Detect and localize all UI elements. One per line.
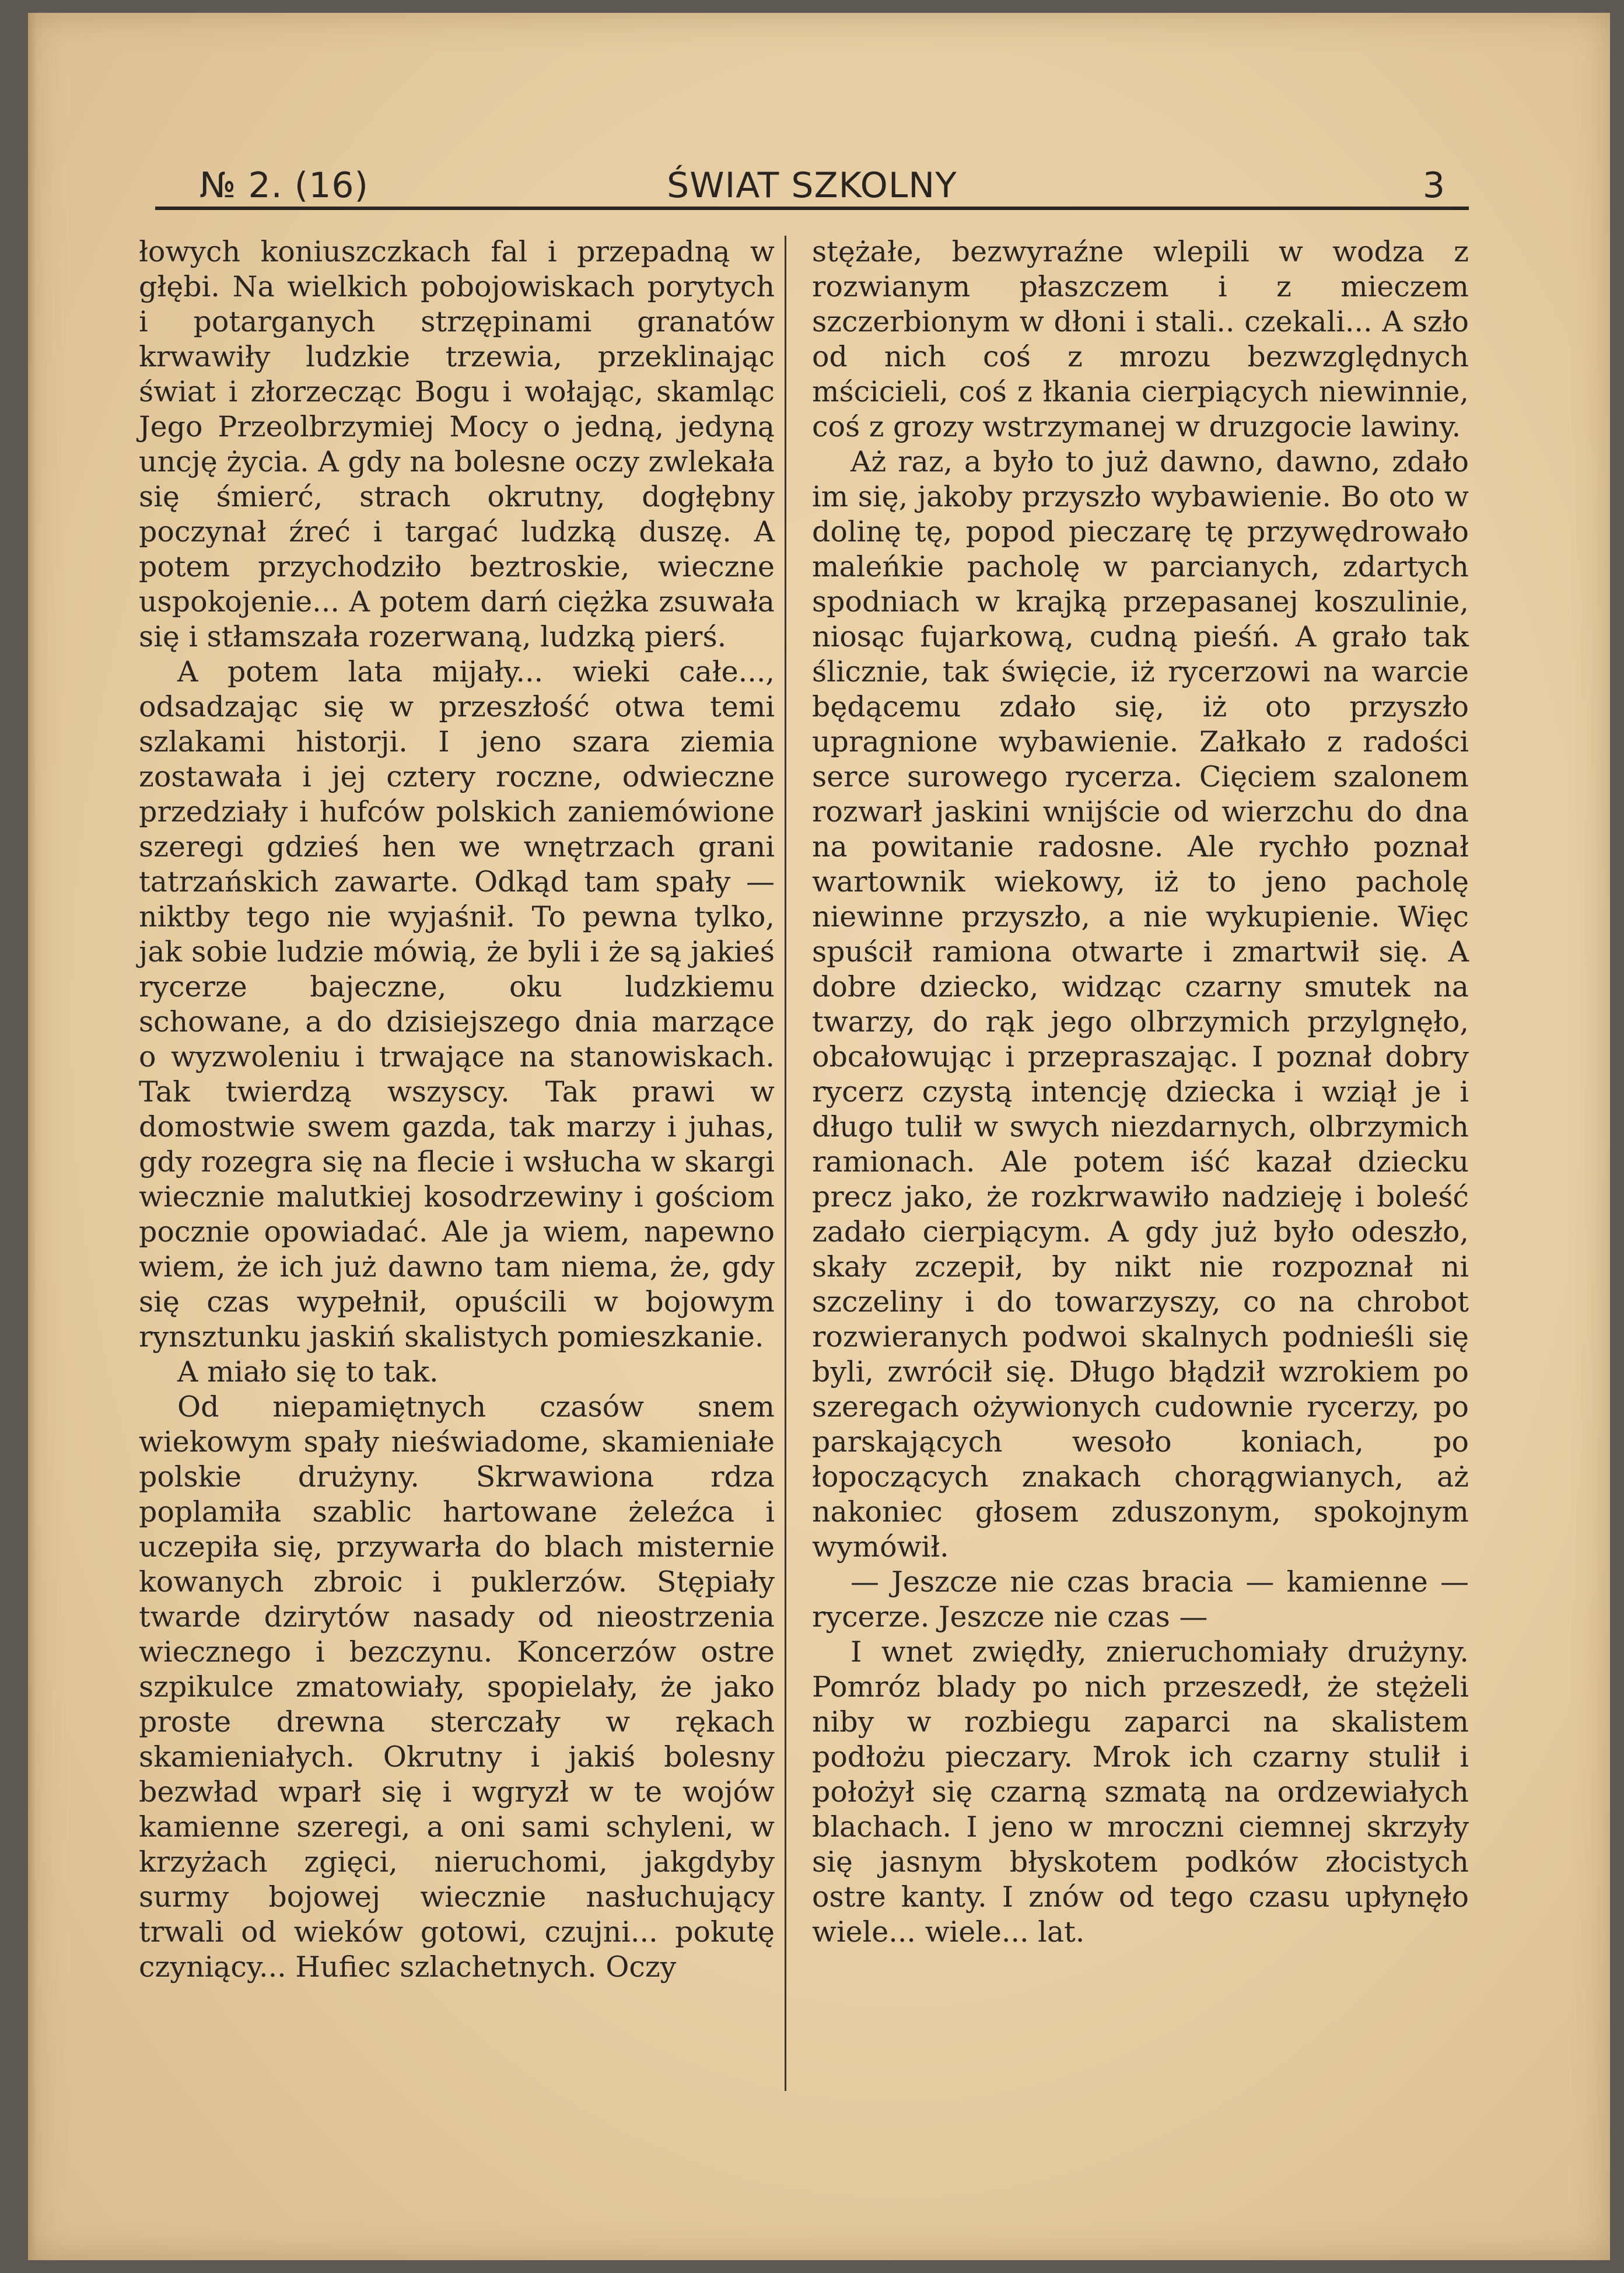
right-column <box>812 235 1469 2090</box>
paragraph: — Jeszcze nie czas bracia — kamienne — rycerze. Jeszcze nie czas — <box>812 1565 1469 1634</box>
paragraph: A miało się to tak. <box>177 1355 439 1389</box>
magazine-title: ŚWIAT SZKOLNY <box>667 165 957 206</box>
paragraph: Od niepamiętnych czasów snem wiekowym spały nieświadome, skamieniałe polskie drużyny. Skrwawiona rdza poplamiła szablic hartowane żeleźca i uczepiła się, przywarła do blach misternie kowanych zbroic i puklerzów. Stępiały twarde dzirytów nasady od nieostrzenia wiecznego i bezczynu. Koncerzów ostre szpikulce zmatowiały, spopielały, że jako proste drewna sterczały w rękach skamieniałych. Okrutny i jakiś bolesny bezwład wparł się i wgryzł w te wojów kamienne szeregi, a oni sami schyleni, w krzyżach zgięci, nieruchomi, jakgdyby surmy bojowej wiecznie nasłuchujący trwali od wieków gotowi, czujni... pokutę czyniący... Hufiec szlachetnych. Oczy <box>139 1390 775 1984</box>
paragraph: stężałe, bezwyraźne wlepili w wodza z rozwianym płaszczem i z mieczem szczerbionym w dłoni i stali.. czekali... A szło od nich coś z mrozu bezwzględnych mścicieli, coś z łkania cierpiących niewinnie, coś z grozy wstrzymanej w druzgocie lawiny. <box>812 235 1469 443</box>
issue-number: № 2. (16) <box>200 165 369 206</box>
paragraph: A potem lata mijały... wieki całe..., odsadzając się w przeszłość otwa temi szlakami historji. I jeno szara ziemia zostawała i jej cztery roczne, odwieczne przedziały i hufców polskich zaniemówione szeregi gdzieś hen we wnętrzach grani tatrzańskich zawarte. Odkąd tam spały — niktby tego nie wyjaśnił. To pewna tylko, jak sobie ludzie mówią, że byli i że są jakieś rycerze bajeczne, oku ludzkiemu schowane, a do dzisiejszego dnia marzące o wyzwoleniu i trwające na stanowiskach. Tak twierdzą wszyscy. Tak prawi w domostwie swem gazda, tak marzy i juhas, gdy rozegra się na flecie i wsłucha w skargi wiecznie malutkiej kosodrzewiny i gościom pocznie opowiadać. Ale ja wiem, napewno wiem, że ich już dawno tam niema, że, gdy się czas wypełnił, opuścili w bojowym rynsztunku jaskiń skalistych pomieszkanie. <box>139 655 775 1354</box>
magazine-page <box>28 13 1610 2260</box>
column-divider <box>785 236 786 2091</box>
paragraph: I wnet zwiędły, znieruchomiały drużyny. Pomróz blady po nich przeszedł, że stężeli niby w rozbiegu zaparci na skalistem podłożu pieczary. Mrok ich czarny stulił i położył się czarną szmatą na ordzewiałych blachach. I jeno w mroczni ciemnej skrzyły się jasnym błyskotem podków złocistych ostre kanty. I znów od tego czasu upłynęło wiele... wiele... lat. <box>812 1635 1469 1949</box>
paragraph: łowych koniuszczkach fal i przepadną w głębi. Na wielkich pobojowiskach porytych i potarganych strzępinami granatów krwawiły ludzkie trzewia, przeklinając świat i złorzecząc Bogu i wołając, skamląc Jego Przeolbrzymiej Mocy o jedną, jedyną uncję życia. A gdy na bolesne oczy zwlekała się śmierć, strach okrutny, dogłębny poczynał źreć i targać ludzką duszę. A potem przychodziło beztroskie, wieczne uspokojenie... A potem darń ciężka zsuwała się i stłamszała rozerwaną, ludzką pierś. <box>139 235 775 653</box>
running-header <box>155 153 1469 210</box>
binding-edge <box>28 13 36 2260</box>
page-number: 3 <box>1422 165 1446 206</box>
left-column <box>139 235 775 2090</box>
paragraph: Aż raz, a było to już dawno, dawno, zdało im się, jakoby przyszło wybawienie. Bo oto w dolinę tę, popod pieczarę tę przywędrowało maleńkie pacholę w parcianych, zdartych spodniach w krajką przepasanej koszulinie, niosąc fujarkową, cudną pieśń. A grało tak ślicznie, tak święcie, iż rycerzowi na warcie będącemu zdało się, iż oto przyszło upragnione wybawienie. Załkało z radości serce surowego rycerza. Cięciem szalonem rozwarł jaskini wnijście od wierzchu do dna na powitanie radosne. Ale rychło poznał wartownik wiekowy, iż to jeno pacholę niewinne przyszło, a nie wykupienie. Więc spuścił ramiona otwarte i zmartwił się. A dobre dziecko, widząc czarny smutek na twarzy, do rąk jego olbrzymich przylgnęło, obcałowując i przepraszając. I poznał dobry rycerz czystą intencję dziecka i wziął je i długo tulił w swych niezdarnych, olbrzymich ramionach. Ale potem iść kazał dziecku precz jako, że rozkrwawiło nadzieję i boleść zadało cierpiącym. A gdy już było odeszło, skały zczepił, by nikt nie rozpoznał ni szczeliny i do towarzyszy, co na chrobot rozwieranych podwoi skalnych podnieśli się byli, zwrócił się. Długo błądził wzrokiem po szeregach ożywionych cudownie rycerzy, po parskających wesoło koniach, po łopoczących znakach chorągwianych, aż nakoniec głosem zduszonym, spokojnym wymówił. <box>812 445 1469 1564</box>
